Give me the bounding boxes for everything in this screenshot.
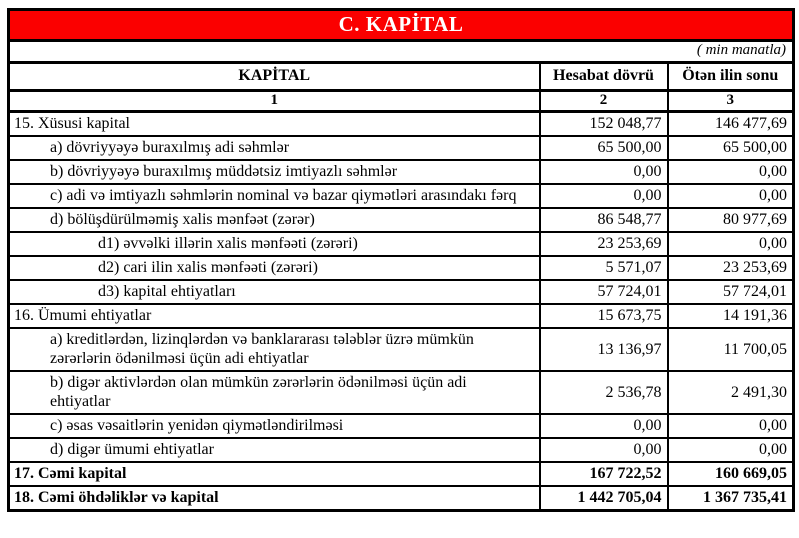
- col-number-3: 3: [668, 91, 794, 112]
- table-row: [9, 112, 794, 137]
- table-row: [9, 462, 794, 486]
- section-title: C. KAPİTAL: [9, 10, 794, 41]
- row-value-previous-year: 0,00: [668, 414, 794, 438]
- row-value-current-period: 0,00: [540, 438, 668, 462]
- row-value-previous-year: 11 700,05: [668, 328, 794, 371]
- row-label: d1) əvvəlki illərin xalis mənfəəti (zərəri): [9, 232, 540, 256]
- row-value-current-period: 0,00: [540, 184, 668, 208]
- row-value-current-period: 152 048,77: [540, 112, 668, 137]
- capital-report: [7, 8, 792, 512]
- row-label: c) adi və imtiyazlı səhmlərin nominal və bazar qiymətləri arasındakı fərq: [9, 184, 540, 208]
- col-header-kapital: KAPİTAL: [9, 63, 540, 91]
- row-value-previous-year: 14 191,36: [668, 304, 794, 328]
- row-value-current-period: 23 253,69: [540, 232, 668, 256]
- table-row: [9, 371, 794, 414]
- row-value-current-period: 86 548,77: [540, 208, 668, 232]
- row-value-current-period: 13 136,97: [540, 328, 668, 371]
- table-row: [9, 256, 794, 280]
- col-number-1: 1: [9, 91, 540, 112]
- table-row: [9, 208, 794, 232]
- row-label: 17. Cəmi kapital: [9, 462, 540, 486]
- table-row: [9, 438, 794, 462]
- row-value-current-period: 1 442 705,04: [540, 486, 668, 511]
- row-label: d) digər ümumi ehtiyatlar: [9, 438, 540, 462]
- title-row: [9, 10, 794, 41]
- row-value-previous-year: 80 977,69: [668, 208, 794, 232]
- table-row: [9, 414, 794, 438]
- row-label: a) kreditlərdən, lizinqlərdən və banklararası tələblər üzrə mümkün zərərlərin ödənilməsi üçün adi ehtiyatlar: [9, 328, 540, 371]
- row-value-current-period: 0,00: [540, 160, 668, 184]
- row-label: d) bölüşdürülməmiş xalis mənfəət (zərər): [9, 208, 540, 232]
- row-label: c) əsas vəsaitlərin yenidən qiymətləndirilməsi: [9, 414, 540, 438]
- table-row: [9, 232, 794, 256]
- row-value-previous-year: 65 500,00: [668, 136, 794, 160]
- row-value-current-period: 5 571,07: [540, 256, 668, 280]
- row-value-previous-year: 0,00: [668, 184, 794, 208]
- table-row: [9, 486, 794, 511]
- row-label: a) dövriyyəyə buraxılmış adi səhmlər: [9, 136, 540, 160]
- row-value-previous-year: 1 367 735,41: [668, 486, 794, 511]
- col-header-current-period: Hesabat dövrü: [540, 63, 668, 91]
- row-value-current-period: 167 722,52: [540, 462, 668, 486]
- row-value-current-period: 15 673,75: [540, 304, 668, 328]
- column-header-row: [9, 63, 794, 91]
- row-label: d2) cari ilin xalis mənfəəti (zərəri): [9, 256, 540, 280]
- row-label: b) digər aktivlərdən olan mümkün zərərlərin ödənilməsi üçün adi ehtiyatlar: [9, 371, 540, 414]
- col-header-previous-year: Ötən ilin sonu: [668, 63, 794, 91]
- row-label: 15. Xüsusi kapital: [9, 112, 540, 137]
- table-row: [9, 160, 794, 184]
- row-value-current-period: 2 536,78: [540, 371, 668, 414]
- row-value-previous-year: 160 669,05: [668, 462, 794, 486]
- row-label: 16. Ümumi ehtiyatlar: [9, 304, 540, 328]
- table-row: [9, 280, 794, 304]
- row-label: 18. Cəmi öhdəliklər və kapital: [9, 486, 540, 511]
- row-label: b) dövriyyəyə buraxılmış müddətsiz imtiyazlı səhmlər: [9, 160, 540, 184]
- row-value-previous-year: 0,00: [668, 232, 794, 256]
- table-row: [9, 136, 794, 160]
- row-value-previous-year: 146 477,69: [668, 112, 794, 137]
- row-value-previous-year: 23 253,69: [668, 256, 794, 280]
- row-value-current-period: 65 500,00: [540, 136, 668, 160]
- row-value-previous-year: 0,00: [668, 160, 794, 184]
- row-value-previous-year: 2 491,30: [668, 371, 794, 414]
- unit-note: ( min manatla): [9, 41, 794, 63]
- row-value-current-period: 0,00: [540, 414, 668, 438]
- column-number-row: [9, 91, 794, 112]
- table-row: [9, 304, 794, 328]
- col-number-2: 2: [540, 91, 668, 112]
- row-value-current-period: 57 724,01: [540, 280, 668, 304]
- capital-table: [7, 8, 795, 512]
- table-row: [9, 328, 794, 371]
- row-value-previous-year: 57 724,01: [668, 280, 794, 304]
- unit-note-row: [9, 41, 794, 63]
- row-value-previous-year: 0,00: [668, 438, 794, 462]
- row-label: d3) kapital ehtiyatları: [9, 280, 540, 304]
- table-row: [9, 184, 794, 208]
